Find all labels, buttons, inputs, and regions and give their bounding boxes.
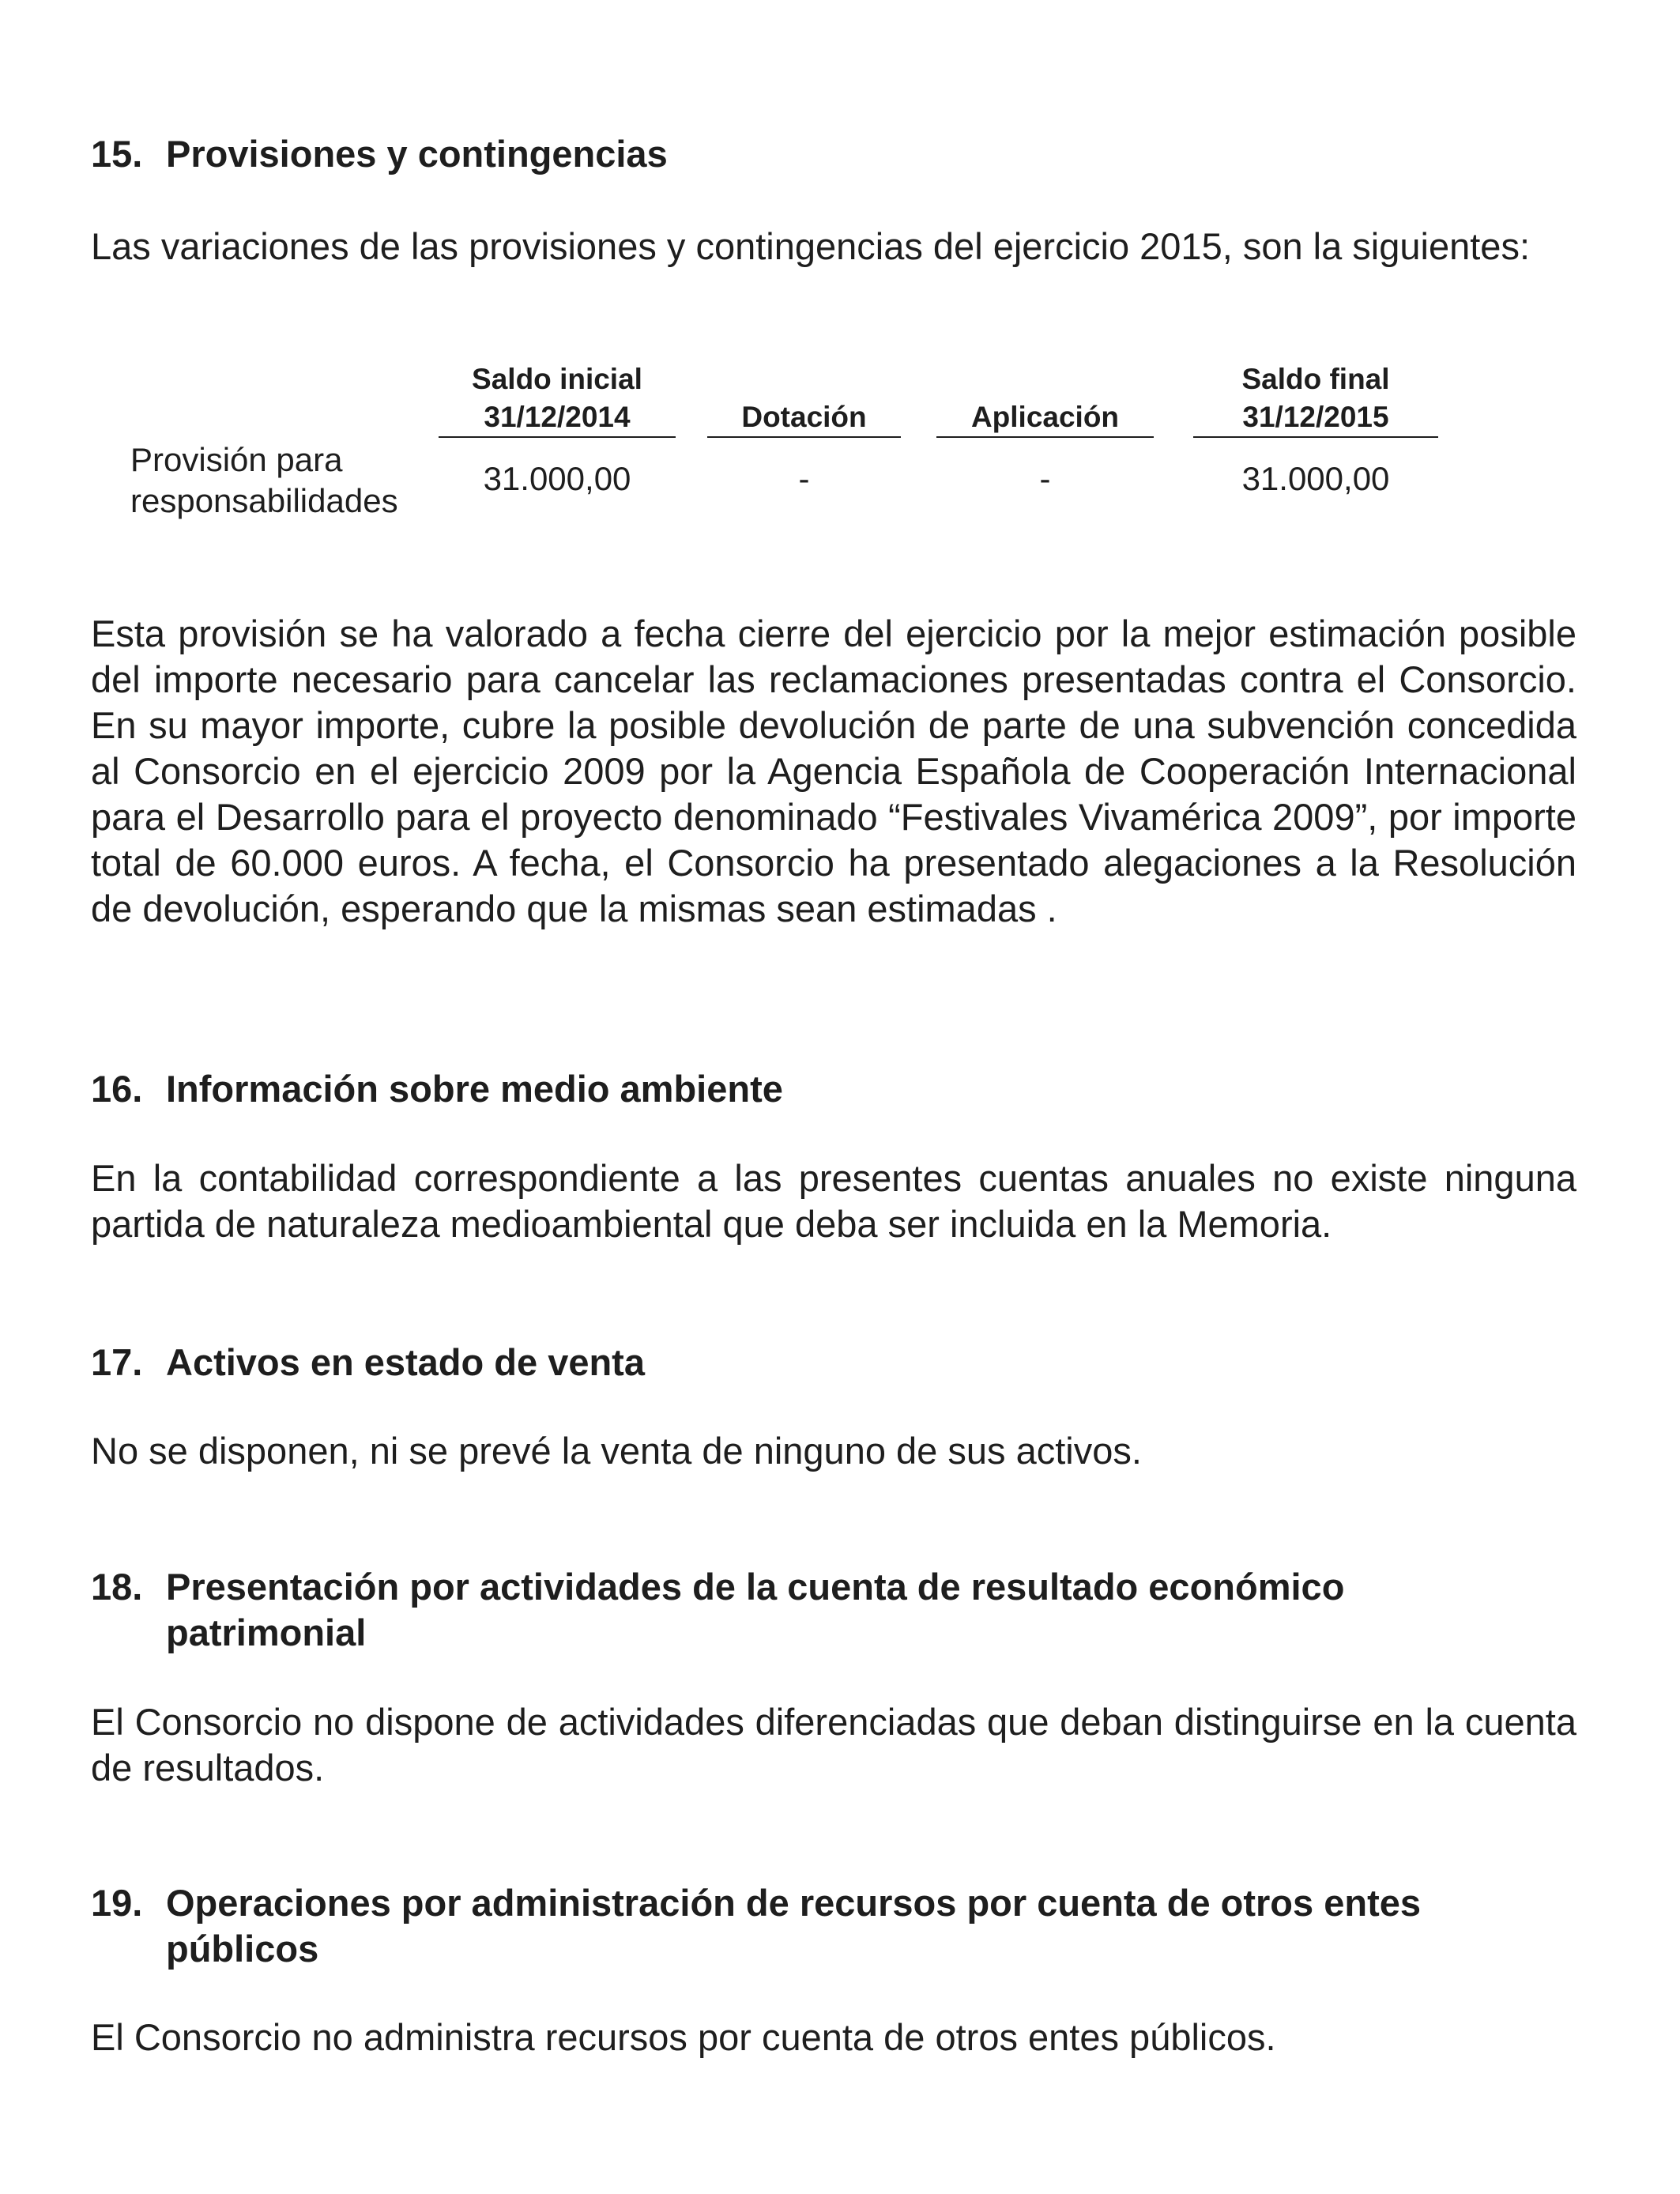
row-label-line1: Provisión para bbox=[130, 441, 343, 478]
section-15-number: 15. bbox=[91, 133, 143, 175]
header-saldo-inicial bbox=[439, 360, 676, 436]
header-underline bbox=[707, 436, 901, 438]
section-17-body: No se disponen, ni se prevé la venta de ninguno de sus activos. bbox=[91, 1430, 1142, 1472]
section-17-number: 17. bbox=[91, 1341, 143, 1383]
section-18-title: Presentación por actividades de la cuenta de resultado económico bbox=[166, 1566, 1345, 1608]
header-saldo-inicial-line2: 31/12/2014 bbox=[484, 401, 631, 433]
header-saldo-final-line1: Saldo final bbox=[1241, 363, 1390, 395]
section-18-number: 18. bbox=[91, 1566, 143, 1608]
section-15-body: Esta provisión se ha valorado a fecha cierre del ejercicio por la mejor estimación posible del importe necesario para cancelar las reclamaciones presentadas contra el Consorcio. En su mayor importe, cubre la posible devolución de parte de una subvención concedida al Consorcio en el ejercicio 2009 por la Agencia Española de Cooperación Internacional para el Desarrollo para el proyecto denominado “Festivales Vivamérica 2009”, por importe total de 60.000 euros. A fecha, el Consorcio ha presentado alegaciones a la Resolución de devolución, esperando que la mismas sean estimadas . bbox=[91, 613, 1576, 929]
section-15-heading bbox=[91, 131, 1592, 177]
section-17-heading bbox=[91, 1340, 1592, 1385]
section-16-body: En la contabilidad correspondiente a las presentes cuentas anuales no existe ninguna partida de naturaleza medioambiental que deba ser incluida en la Memoria. bbox=[91, 1157, 1576, 1245]
header-aplicacion: Aplicación bbox=[970, 401, 1120, 433]
row-label-line2: responsabilidades bbox=[130, 482, 398, 519]
header-saldo-final-line2: 31/12/2015 bbox=[1242, 401, 1389, 433]
section-16-heading bbox=[91, 1066, 1592, 1112]
section-19-title: Operaciones por administración de recursos por cuenta de otros entes bbox=[166, 1882, 1421, 1924]
section-19-title-cont: públicos bbox=[166, 1928, 319, 1970]
section-19-number: 19. bbox=[91, 1882, 143, 1924]
section-15-title: Provisiones y contingencias bbox=[166, 133, 668, 175]
header-dotacion: Dotación bbox=[741, 401, 867, 433]
section-17-title: Activos en estado de venta bbox=[166, 1341, 645, 1383]
cell-dotacion: - bbox=[798, 460, 810, 497]
section-16-title: Información sobre medio ambiente bbox=[166, 1068, 783, 1110]
header-underline bbox=[439, 436, 676, 438]
section-15-intro: Las variaciones de las provisiones y contingencias del ejercicio 2015, son la siguientes: bbox=[91, 225, 1530, 267]
section-18-heading bbox=[91, 1564, 1592, 1656]
header-saldo-final bbox=[1193, 360, 1438, 436]
section-18-title-cont: patrimonial bbox=[166, 1612, 367, 1653]
section-16-number: 16. bbox=[91, 1068, 143, 1110]
header-saldo-inicial-line1: Saldo inicial bbox=[472, 363, 642, 395]
header-underline bbox=[1193, 436, 1438, 438]
cell-saldo-final: 31.000,00 bbox=[1241, 460, 1390, 497]
row-label bbox=[130, 439, 431, 522]
cell-saldo-inicial: 31.000,00 bbox=[483, 460, 631, 497]
cell-aplicacion: - bbox=[1039, 460, 1051, 497]
header-underline bbox=[936, 436, 1154, 438]
section-18-body: El Consorcio no dispone de actividades diferenciadas que deban distinguirse en la cuenta de resultados. bbox=[91, 1701, 1576, 1789]
section-19-heading bbox=[91, 1880, 1592, 1972]
section-19-body: El Consorcio no administra recursos por cuenta de otros entes públicos. bbox=[91, 2016, 1276, 2058]
